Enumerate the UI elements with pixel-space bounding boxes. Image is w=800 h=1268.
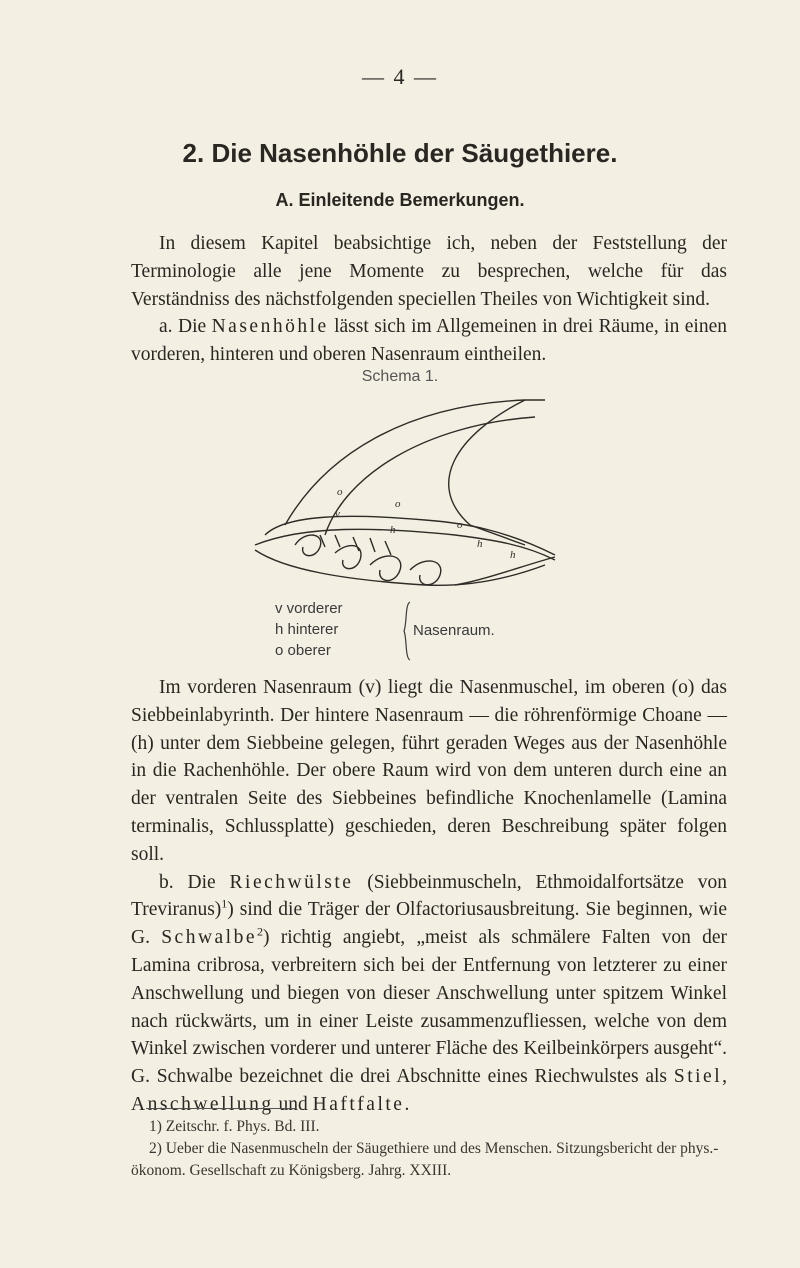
name-schwalbe: Schwalbe — [161, 927, 257, 949]
turbinate-loop-2 — [335, 546, 361, 569]
hatch-3 — [353, 537, 359, 551]
paragraph-b: b. Die Riechwülste (Siebbeinmuscheln, Ethmoidalfortsätze von Treviranus)$^1$) sind die Träger der Olfactoriusausbreitung. Sie beginnen, wie G. Schwalbe$^2$) richtig angiebt, „meist als schmälere Falten von der Lamina cribrosa, verbreitern sich bei der Entfernung von letzterer zu einer Anschwellung und biegen von dieser Anschwellung unter spitzem Winkel nach rückwärts, um in einer Leiste zusammenzufliessen, welche von dem Winkel zwischen vorderer und unterer Fläche des Keilbeinkörpers ausgeht“. G. Schwalbe bezeichnet die drei Abschnitte eines Riechwulstes als Stiel, Anschwellung und Haftfalte. — [131, 871, 728, 1115]
footnotes — [131, 1116, 727, 1182]
term-anschwellung: Anschwellung — [131, 1093, 274, 1115]
term-haftfalte: Haftfalte — [312, 1093, 405, 1115]
figure-label-o-3: o — [457, 519, 463, 531]
chapter-heading: 2. Die Nasenhöhle der Säugethiere. — [182, 138, 618, 168]
footnote-rule — [146, 1108, 296, 1109]
hatch-4 — [370, 538, 375, 552]
hatch-2 — [335, 535, 340, 547]
turbinate-loop-3 — [370, 556, 401, 581]
page-number: — 4 — — [362, 64, 438, 89]
footnote-1: 1) Zeitschr. f. Phys. Bd. III. — [149, 1118, 320, 1135]
figure-label-o-2: o — [395, 498, 401, 510]
body-paragraphs — [131, 674, 727, 1119]
figure-title: Schema 1. — [361, 368, 439, 385]
legend-brace — [402, 600, 412, 662]
intro-text: In diesem Kapitel beabsichtige ich, neben der Feststellung der Terminologie alle jene Momente zu besprechen, welche für das Verständniss des nächstfolgenden speciellen Theiles von Wichtigkeit sind. — [131, 233, 727, 310]
section-heading: A. Einleitende Bemerkungen. — [275, 190, 525, 210]
figure-label-h-2: h — [477, 538, 483, 550]
outline-tail — [455, 557, 555, 585]
legend-item-v: v vorderer — [275, 600, 343, 617]
term-stiel: Stiel — [673, 1066, 723, 1088]
figure-label-o-1: o — [337, 486, 343, 498]
turbinate-loop-1 — [295, 535, 321, 556]
term-nasenhoehle: Nasenhöhle — [211, 316, 329, 338]
term-riechwuelste: Riechwülste — [229, 871, 354, 893]
legend-group-label: Nasenraum. — [413, 622, 495, 639]
footnote-ref-2: 2 — [257, 924, 263, 939]
figure-label-h-3: h — [510, 549, 516, 561]
figure-label-h-1: h — [390, 524, 396, 536]
nasal-cavity-schema — [225, 395, 585, 605]
legend-item-h: h hinterer — [275, 621, 339, 638]
outline-upper — [285, 400, 545, 525]
paragraph-a: a. Die Nasenhöhle lässt sich im Allgemeinen in drei Räume, in einen vorderen, hinteren und oberen Nasenraum eintheilen. — [131, 316, 728, 366]
outline-inner-arch — [325, 417, 535, 535]
intro-paragraph — [131, 230, 727, 369]
figure-legend — [275, 598, 495, 661]
hatch-5 — [385, 541, 391, 555]
footnote-ref-1: 1 — [221, 896, 228, 911]
legend-item-o: o oberer — [275, 642, 331, 659]
footnote-2: 2) Ueber die Nasenmuscheln der Säugethiere und des Menschen. Sitzungsbericht der phys.-ökonom. Gesellschaft zu Königsberg. Jahrg. XXIII. — [131, 1140, 719, 1179]
turbinate-loop-4 — [410, 561, 441, 585]
figure-label-v: v — [335, 508, 340, 520]
paragraph-v: Im vorderen Nasenraum (v) liegt die Nasenmuschel, im oberen (o) das Siebbeinlabyrinth. Der hintere Nasenraum — die röhrenförmige Choane — (h) unter dem Siebbeine gelegen, führt geraden Weges aus der Nasenhöhle in die Rachenhöhle. Der obere Raum wird von dem unteren durch eine an der ventralen Seite des Siebbeines befindliche Knochenlamelle (Lamina terminalis, Schlussplatte) geschieden, deren Beschreibung später folgen soll. — [131, 677, 727, 865]
